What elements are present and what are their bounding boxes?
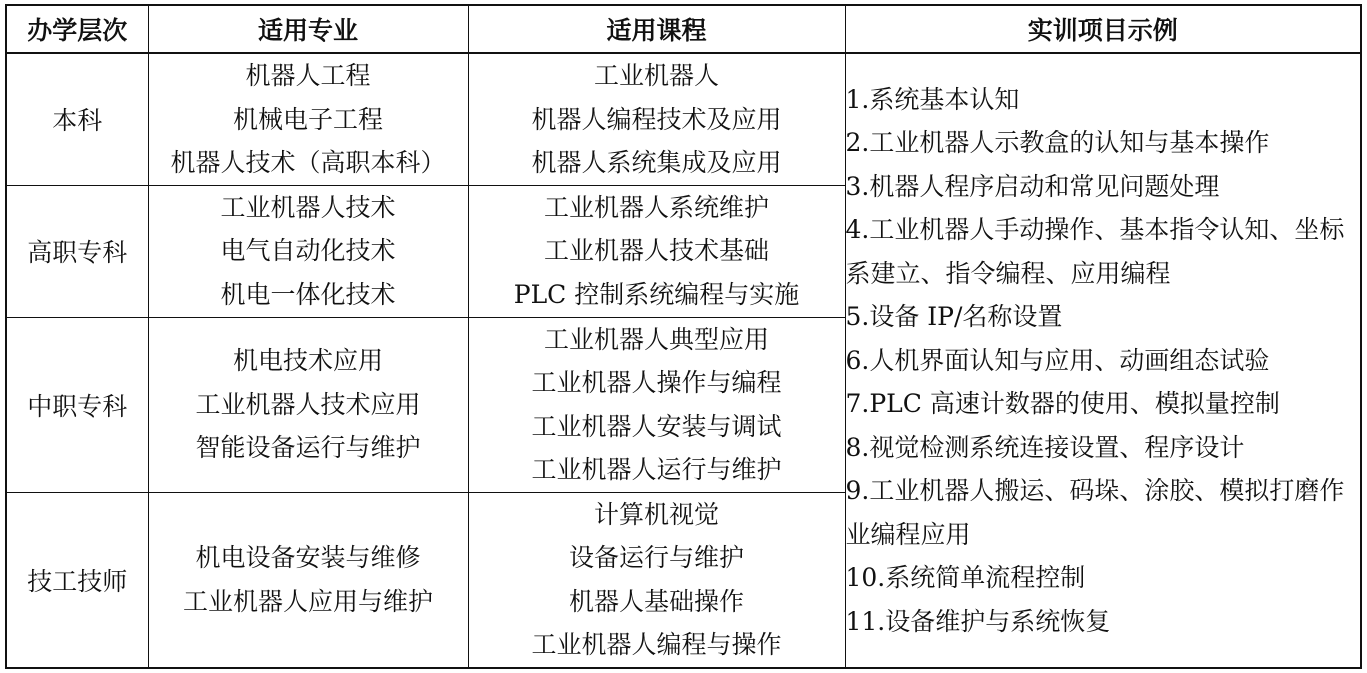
majors-cell bbox=[148, 317, 468, 492]
major-item: 机械电子工程 bbox=[232, 104, 383, 134]
project-item: 9.工业机器人搬运、码垛、涂胶、模拟打磨作业编程应用 bbox=[845, 476, 1345, 549]
header-courses: 适用课程 bbox=[468, 5, 845, 53]
course-item: 工业机器人系统维护 bbox=[543, 192, 769, 222]
course-item: 机器人系统集成及应用 bbox=[531, 148, 782, 177]
course-item: 设备运行与维护 bbox=[568, 543, 744, 573]
course-item: 工业机器人运行与维护 bbox=[531, 455, 782, 484]
major-item: 机器人技术（高职本科） bbox=[170, 148, 446, 177]
course-item: 工业机器人操作与编程 bbox=[531, 368, 782, 397]
project-item: 4.工业机器人手动操作、基本指令认知、坐标系建立、指令编程、应用编程 bbox=[845, 215, 1345, 288]
course-item: 工业机器人典型应用 bbox=[543, 324, 769, 354]
course-item: 机器人基础操作 bbox=[568, 586, 744, 616]
course-item: PLC 控制系统编程与实施 bbox=[513, 279, 800, 309]
major-item: 智能设备运行与维护 bbox=[195, 433, 421, 463]
projects-cell bbox=[845, 53, 1361, 668]
header-row bbox=[6, 5, 1361, 53]
project-item: 1.系统基本认知 bbox=[845, 84, 1020, 114]
project-item: 7.PLC 高速计数器的使用、模拟量控制 bbox=[845, 389, 1280, 419]
major-item: 机器人工程 bbox=[245, 61, 371, 90]
project-item: 5.设备 IP/名称设置 bbox=[845, 302, 1063, 332]
level-cell: 技工技师 bbox=[6, 492, 148, 668]
project-item: 11.设备维护与系统恢复 bbox=[845, 606, 1111, 636]
majors-cell bbox=[148, 185, 468, 317]
level-cell: 中职专科 bbox=[6, 317, 148, 492]
training-table bbox=[5, 4, 1362, 669]
courses-cell bbox=[468, 53, 845, 185]
level-cell: 本科 bbox=[6, 53, 148, 185]
major-item: 工业机器人技术应用 bbox=[195, 389, 421, 419]
major-item: 机电一体化技术 bbox=[220, 279, 396, 309]
major-item: 电气自动化技术 bbox=[220, 236, 396, 266]
major-item: 机电技术应用 bbox=[232, 346, 383, 376]
major-item: 工业机器人应用与维护 bbox=[182, 586, 433, 616]
project-item: 2.工业机器人示教盒的认知与基本操作 bbox=[845, 128, 1270, 158]
header-majors: 适用专业 bbox=[148, 5, 468, 53]
project-item: 3.机器人程序启动和常见问题处理 bbox=[845, 171, 1220, 201]
project-item: 6.人机界面认知与应用、动画组态试验 bbox=[845, 345, 1270, 375]
course-item: 机器人编程技术及应用 bbox=[531, 104, 782, 134]
major-item: 工业机器人技术 bbox=[220, 192, 396, 222]
project-item: 10.系统简单流程控制 bbox=[845, 563, 1086, 593]
header-projects: 实训项目示例 bbox=[845, 5, 1361, 53]
courses-cell bbox=[468, 492, 845, 668]
table-row bbox=[6, 53, 1361, 185]
courses-cell bbox=[468, 185, 845, 317]
course-item: 工业机器人 bbox=[593, 61, 719, 90]
project-item: 8.视觉检测系统连接设置、程序设计 bbox=[845, 432, 1245, 462]
course-item: 工业机器人安装与调试 bbox=[531, 411, 782, 441]
level-cell: 高职专科 bbox=[6, 185, 148, 317]
course-item: 计算机视觉 bbox=[593, 499, 719, 529]
header-level: 办学层次 bbox=[6, 5, 148, 53]
major-item: 机电设备安装与维修 bbox=[195, 543, 421, 573]
majors-cell bbox=[148, 492, 468, 668]
course-item: 工业机器人技术基础 bbox=[543, 236, 769, 266]
course-item: 工业机器人编程与操作 bbox=[531, 630, 782, 660]
majors-cell bbox=[148, 53, 468, 185]
courses-cell bbox=[468, 317, 845, 492]
